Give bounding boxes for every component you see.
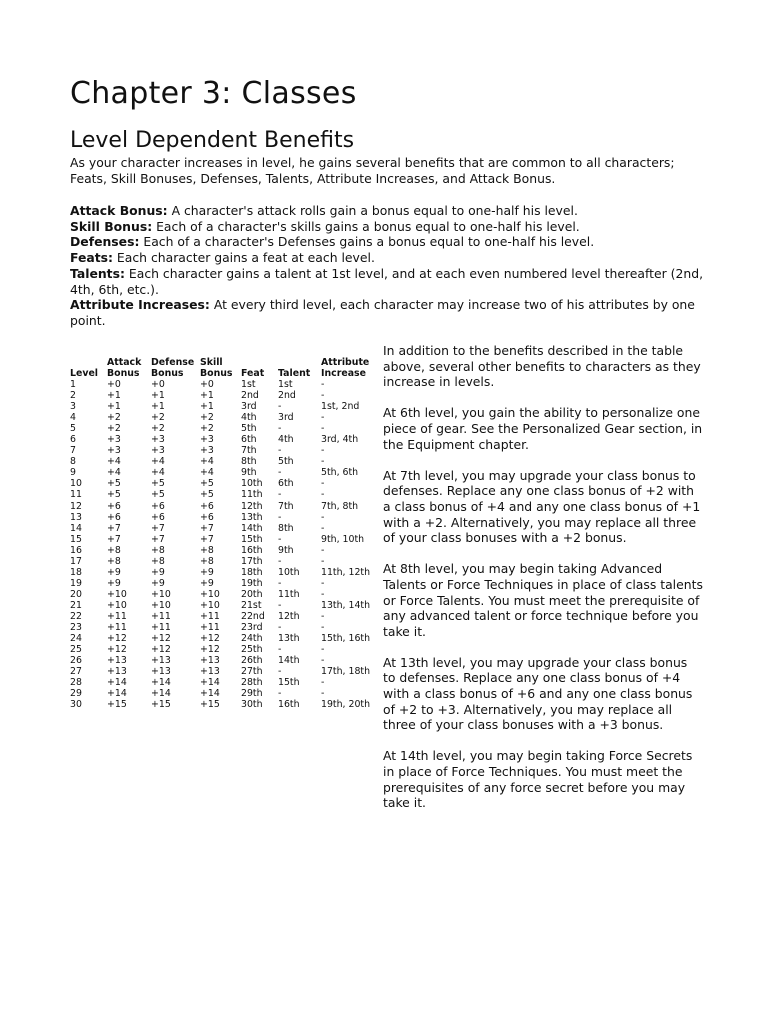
cell-defense-bonus: +13 [151, 666, 171, 678]
cell-talent: 5th [278, 456, 294, 468]
cell-attack-bonus: +13 [107, 666, 127, 678]
table-row [70, 556, 381, 567]
cell-defense-bonus: +14 [151, 688, 171, 700]
benefit-term: Feats: [70, 250, 113, 266]
table-row [70, 644, 381, 655]
benefit-text: A character's attack rolls gain a bonus equal to one-half his level. [167, 203, 578, 218]
cell-skill-bonus: +3 [200, 434, 214, 446]
cell-talent: - [278, 401, 282, 413]
cell-attack-bonus: +11 [107, 610, 127, 622]
cell-attribute-increase: - [321, 445, 325, 457]
cell-feat: 3rd [241, 401, 257, 413]
cell-skill-bonus: +2 [200, 412, 214, 424]
cell-attribute-increase: - [321, 423, 325, 435]
cell-attack-bonus: +0 [107, 379, 121, 390]
side-paragraph: At 14th level, you may begin taking Force Secrets in place of Force Techniques. You must meet the prerequisites of any force secret before you may take it. [383, 748, 693, 811]
cell-level: 6 [70, 434, 76, 446]
cell-talent: 6th [278, 478, 294, 490]
table-row [70, 666, 381, 677]
cell-attribute-increase: - [321, 588, 325, 600]
cell-talent: - [278, 622, 282, 634]
cell-level: 20 [70, 588, 82, 600]
cell-attack-bonus: +5 [107, 489, 121, 501]
cell-attribute-increase: - [321, 622, 325, 634]
cell-skill-bonus: +8 [200, 544, 214, 556]
benefit-text: Each of a character's skills gains a bonus equal to one-half his level. [152, 218, 580, 234]
cell-level: 19 [70, 577, 82, 589]
cell-attack-bonus: +4 [107, 456, 121, 468]
cell-skill-bonus: +2 [200, 423, 214, 435]
cell-talent: 2nd [278, 390, 296, 402]
cell-attack-bonus: +14 [107, 688, 127, 700]
table-row [70, 600, 381, 611]
cell-attack-bonus: +7 [107, 522, 121, 534]
cell-defense-bonus: +10 [151, 588, 171, 600]
cell-skill-bonus: +11 [200, 622, 220, 634]
cell-attribute-increase: - [321, 677, 325, 689]
table-row [70, 688, 381, 699]
cell-defense-bonus: +9 [151, 566, 165, 578]
table-row [70, 567, 381, 578]
cell-attack-bonus: +5 [107, 478, 121, 490]
header-defense-bonus: Defense Bonus [151, 357, 195, 379]
cell-defense-bonus: +6 [151, 500, 165, 512]
cell-level: 24 [70, 633, 82, 645]
cell-attribute-increase: - [321, 522, 325, 534]
cell-talent: 14th [278, 655, 300, 667]
cell-attribute-increase: 5th, 6th [321, 467, 359, 479]
cell-level: 30 [70, 699, 82, 711]
cell-feat: 12th [241, 500, 263, 512]
benefit-term: Skill Bonus: [70, 218, 153, 234]
cell-talent: 15th [278, 677, 300, 689]
cell-attack-bonus: +4 [107, 467, 121, 479]
cell-defense-bonus: +7 [151, 533, 165, 545]
cell-attack-bonus: +11 [107, 622, 127, 634]
side-paragraph: In addition to the benefits described in the table above, several other benefits to characters as they increase in levels. [383, 343, 701, 390]
table-row [70, 434, 381, 445]
cell-talent: - [278, 599, 282, 611]
header-attribute-increase: Attribute Increase [321, 357, 370, 379]
side-paragraph: At 8th level, you may begin taking Advanced Talents or Force Techniques in place of class talents or Force Talents. You must meet the prerequisite of any advanced talent or force technique before you take it. [383, 561, 703, 639]
intro-paragraph: As your character increases in level, he gains several benefits that are common to all characters; Feats, Skill Bonuses, Defenses, Talents, Attribute Increases, and Attack Bonus. [70, 155, 675, 186]
table-row [70, 545, 381, 556]
cell-talent: 1st [278, 379, 293, 390]
cell-attribute-increase: 1st, 2nd [321, 401, 360, 413]
benefit-term: Attribute Increases: [70, 297, 210, 313]
cell-level: 23 [70, 622, 82, 634]
table-row [70, 401, 381, 412]
cell-defense-bonus: +3 [151, 434, 165, 446]
cell-skill-bonus: +9 [200, 566, 214, 578]
table-row [70, 379, 381, 390]
table-row [70, 423, 381, 434]
side-paragraph: At 6th level, you gain the ability to personalize one piece of gear. See the Personalized Gear section, in the Equipment chapter. [383, 405, 703, 452]
cell-talent: 7th [278, 500, 294, 512]
cell-defense-bonus: +3 [151, 445, 165, 457]
cell-attribute-increase: - [321, 610, 325, 622]
cell-talent: 16th [278, 699, 300, 711]
cell-level: 16 [70, 544, 82, 556]
table-row [70, 589, 381, 600]
table-row [70, 677, 381, 688]
cell-feat: 16th [241, 544, 263, 556]
cell-attack-bonus: +15 [107, 699, 127, 711]
cell-attack-bonus: +1 [107, 390, 121, 402]
benefit-text: Each character gains a talent at 1st level, and at each even numbered level thereafter (2nd, 4th, 6th, etc.). [70, 265, 704, 297]
cell-feat: 2nd [241, 390, 259, 402]
cell-attribute-increase: - [321, 577, 325, 589]
cell-attack-bonus: +2 [107, 423, 121, 435]
cell-defense-bonus: +2 [151, 412, 165, 424]
cell-skill-bonus: +13 [200, 666, 220, 678]
cell-defense-bonus: +2 [151, 423, 165, 435]
benefit-attack-bonus [70, 203, 710, 219]
cell-defense-bonus: +5 [151, 489, 165, 501]
cell-attribute-increase: 11th, 12th [321, 566, 371, 578]
cell-defense-bonus: +0 [151, 379, 165, 390]
cell-skill-bonus: +13 [200, 655, 220, 667]
cell-level: 7 [70, 445, 76, 457]
cell-feat: 11th [241, 489, 263, 501]
cell-feat: 29th [241, 688, 263, 700]
cell-feat: 4th [241, 412, 257, 424]
cell-attribute-increase: 13th, 14th [321, 599, 371, 611]
cell-level: 28 [70, 677, 82, 689]
cell-defense-bonus: +8 [151, 544, 165, 556]
cell-attack-bonus: +6 [107, 500, 121, 512]
cell-feat: 20th [241, 588, 263, 600]
cell-attack-bonus: +12 [107, 633, 127, 645]
cell-talent: - [278, 445, 282, 457]
cell-attack-bonus: +6 [107, 511, 121, 523]
cell-level: 22 [70, 610, 82, 622]
cell-defense-bonus: +14 [151, 677, 171, 689]
cell-defense-bonus: +12 [151, 644, 171, 656]
cell-attribute-increase: - [321, 478, 325, 490]
cell-skill-bonus: +14 [200, 688, 220, 700]
table-row [70, 611, 381, 622]
cell-feat: 10th [241, 478, 263, 490]
cell-defense-bonus: +1 [151, 401, 165, 413]
cell-level: 10 [70, 478, 82, 490]
cell-talent: - [278, 489, 282, 501]
side-paragraph: At 13th level, you may upgrade your class bonus to defenses. Replace any one class bonus of +4 with a class bonus of +6 and any one class bonus of +2 to +3. Alternatively, you may replace all three of your class bonuses with a +3 bonus. [383, 654, 693, 733]
cell-level: 5 [70, 423, 76, 435]
cell-skill-bonus: +5 [200, 478, 214, 490]
cell-feat: 22nd [241, 610, 265, 622]
cell-level: 25 [70, 644, 82, 656]
cell-feat: 26th [241, 655, 263, 667]
benefit-term: Defenses: [70, 234, 140, 250]
cell-defense-bonus: +7 [151, 522, 165, 534]
header-level: Level [70, 367, 99, 379]
table-row [70, 489, 381, 500]
cell-level: 8 [70, 456, 76, 468]
cell-defense-bonus: +8 [151, 555, 165, 567]
table-row [70, 412, 381, 423]
cell-level: 2 [70, 390, 76, 402]
cell-attribute-increase: - [321, 555, 325, 567]
cell-attack-bonus: +13 [107, 655, 127, 667]
table-row [70, 622, 381, 633]
cell-level: 15 [70, 533, 82, 545]
cell-feat: 7th [241, 445, 257, 457]
cell-talent: - [278, 666, 282, 678]
cell-attribute-increase: - [321, 655, 325, 667]
cell-feat: 18th [241, 566, 263, 578]
cell-defense-bonus: +11 [151, 622, 171, 634]
cell-skill-bonus: +12 [200, 633, 220, 645]
cell-attack-bonus: +3 [107, 434, 121, 446]
cell-defense-bonus: +15 [151, 699, 171, 711]
header-attack-bonus: Attack Bonus [107, 357, 142, 379]
table-row [70, 467, 381, 478]
cell-talent: - [278, 644, 282, 656]
cell-skill-bonus: +0 [200, 379, 214, 390]
cell-talent: - [278, 555, 282, 567]
cell-level: 21 [70, 599, 82, 611]
cell-defense-bonus: +13 [151, 655, 171, 667]
cell-skill-bonus: +10 [200, 599, 220, 611]
cell-feat: 27th [241, 666, 263, 678]
cell-talent: 3rd [278, 412, 294, 424]
cell-defense-bonus: +4 [151, 456, 165, 468]
cell-skill-bonus: +12 [200, 644, 220, 656]
cell-feat: 5th [241, 423, 257, 435]
cell-feat: 9th [241, 467, 257, 479]
chapter-title: Chapter 3: Classes [70, 76, 357, 111]
level-table-body [70, 379, 381, 710]
cell-skill-bonus: +11 [200, 610, 220, 622]
table-row [70, 456, 381, 467]
header-feat: Feat [241, 367, 265, 379]
cell-defense-bonus: +4 [151, 467, 165, 479]
cell-skill-bonus: +5 [200, 489, 214, 501]
cell-skill-bonus: +4 [200, 456, 214, 468]
table-row [70, 633, 381, 644]
cell-talent: 10th [278, 566, 300, 578]
section-title: Level Dependent Benefits [70, 128, 355, 153]
cell-level: 13 [70, 511, 82, 523]
table-row [70, 655, 381, 666]
cell-attribute-increase: 17th, 18th [321, 666, 371, 678]
cell-feat: 28th [241, 677, 263, 689]
cell-level: 1 [70, 379, 76, 390]
cell-level: 29 [70, 688, 82, 700]
cell-skill-bonus: +6 [200, 511, 214, 523]
cell-level: 3 [70, 401, 76, 413]
cell-attribute-increase: - [321, 390, 325, 402]
cell-talent: 13th [278, 633, 300, 645]
cell-skill-bonus: +9 [200, 577, 214, 589]
cell-defense-bonus: +6 [151, 511, 165, 523]
table-row [70, 699, 381, 710]
cell-feat: 15th [241, 533, 263, 545]
benefit-text: Each of a character's Defenses gains a bonus equal to one-half his level. [139, 234, 595, 250]
cell-attack-bonus: +1 [107, 401, 121, 413]
cell-feat: 1st [241, 379, 256, 390]
cell-talent: - [278, 423, 282, 435]
cell-skill-bonus: +14 [200, 677, 220, 689]
benefits-list [70, 203, 710, 329]
cell-feat: 25th [241, 644, 263, 656]
cell-level: 26 [70, 655, 82, 667]
cell-attribute-increase: - [321, 544, 325, 556]
cell-feat: 8th [241, 456, 257, 468]
table-row [70, 501, 381, 512]
cell-talent: 8th [278, 522, 294, 534]
cell-level: 11 [70, 489, 82, 501]
table-row [70, 390, 381, 401]
cell-feat: 24th [241, 633, 263, 645]
cell-level: 9 [70, 467, 76, 479]
benefit-attribute-increases [70, 297, 710, 328]
cell-talent: - [278, 467, 282, 479]
cell-skill-bonus: +6 [200, 500, 214, 512]
cell-talent: 12th [278, 610, 300, 622]
cell-attack-bonus: +2 [107, 412, 121, 424]
cell-attribute-increase: - [321, 511, 325, 523]
cell-defense-bonus: +11 [151, 610, 171, 622]
benefit-term: Attack Bonus: [70, 203, 168, 218]
cell-attack-bonus: +7 [107, 533, 121, 545]
table-row [70, 534, 381, 545]
cell-skill-bonus: +4 [200, 467, 214, 479]
cell-attribute-increase: - [321, 412, 325, 424]
cell-attribute-increase: 19th, 20th [321, 699, 371, 711]
benefit-skill-bonus [70, 219, 710, 235]
cell-attack-bonus: +14 [107, 677, 127, 689]
cell-skill-bonus: +7 [200, 522, 214, 534]
cell-skill-bonus: +7 [200, 533, 214, 545]
benefit-feats [70, 250, 710, 266]
cell-feat: 14th [241, 522, 263, 534]
cell-level: 14 [70, 522, 82, 534]
level-table [70, 358, 381, 710]
benefit-term: Talents: [70, 265, 125, 281]
cell-attribute-increase: 7th, 8th [321, 500, 359, 512]
cell-attack-bonus: +9 [107, 577, 121, 589]
cell-talent: - [278, 577, 282, 589]
cell-defense-bonus: +9 [151, 577, 165, 589]
cell-skill-bonus: +10 [200, 588, 220, 600]
cell-defense-bonus: +5 [151, 478, 165, 490]
cell-attack-bonus: +10 [107, 599, 127, 611]
cell-talent: 9th [278, 544, 294, 556]
cell-attack-bonus: +9 [107, 566, 121, 578]
cell-level: 4 [70, 412, 76, 424]
side-column [383, 343, 703, 826]
cell-attribute-increase: 15th, 16th [321, 633, 371, 645]
cell-skill-bonus: +15 [200, 699, 220, 711]
cell-talent: 4th [278, 434, 294, 446]
cell-skill-bonus: +8 [200, 555, 214, 567]
cell-feat: 17th [241, 555, 263, 567]
benefit-talents [70, 266, 710, 297]
header-talent: Talent [278, 367, 311, 379]
cell-feat: 6th [241, 434, 257, 446]
cell-skill-bonus: +1 [200, 401, 214, 413]
cell-level: 27 [70, 666, 82, 678]
cell-feat: 19th [241, 577, 263, 589]
cell-talent: 11th [278, 588, 300, 600]
cell-attack-bonus: +3 [107, 445, 121, 457]
cell-skill-bonus: +3 [200, 445, 214, 457]
cell-attribute-increase: - [321, 688, 325, 700]
table-row [70, 578, 381, 589]
cell-attribute-increase: 9th, 10th [321, 533, 365, 545]
cell-attack-bonus: +10 [107, 588, 127, 600]
cell-level: 12 [70, 500, 82, 512]
cell-defense-bonus: +12 [151, 633, 171, 645]
cell-attack-bonus: +8 [107, 555, 121, 567]
cell-defense-bonus: +1 [151, 390, 165, 402]
cell-level: 17 [70, 555, 82, 567]
cell-feat: 21st [241, 599, 262, 611]
table-header-row [70, 358, 381, 379]
cell-attribute-increase: 3rd, 4th [321, 434, 359, 446]
cell-feat: 23rd [241, 622, 263, 634]
table-row [70, 512, 381, 523]
cell-attribute-increase: - [321, 379, 325, 390]
cell-attack-bonus: +8 [107, 544, 121, 556]
cell-feat: 13th [241, 511, 263, 523]
header-skill-bonus: Skill Bonus [200, 357, 233, 379]
cell-talent: - [278, 688, 282, 700]
cell-skill-bonus: +1 [200, 390, 214, 402]
cell-attribute-increase: - [321, 644, 325, 656]
cell-attribute-increase: - [321, 456, 325, 468]
table-row [70, 445, 381, 456]
cell-defense-bonus: +10 [151, 599, 171, 611]
benefit-text: At every third level, each character may increase two of his attributes by one point. [70, 297, 695, 328]
benefit-defenses [70, 234, 710, 250]
cell-level: 18 [70, 566, 82, 578]
cell-feat: 30th [241, 699, 263, 711]
cell-talent: - [278, 533, 282, 545]
cell-attribute-increase: - [321, 489, 325, 501]
cell-talent: - [278, 511, 282, 523]
table-row [70, 523, 381, 534]
cell-attack-bonus: +12 [107, 644, 127, 656]
side-paragraph: At 7th level, you may upgrade your class bonus to defenses. Replace any one class bonus of +2 with a class bonus of +4 and any one class bonus of +1 with a +2. Alternatively, you may replace all three of your class bonuses with a +2 bonus. [383, 467, 701, 546]
table-row [70, 478, 381, 489]
benefit-text: Each character gains a feat at each level. [112, 250, 375, 266]
